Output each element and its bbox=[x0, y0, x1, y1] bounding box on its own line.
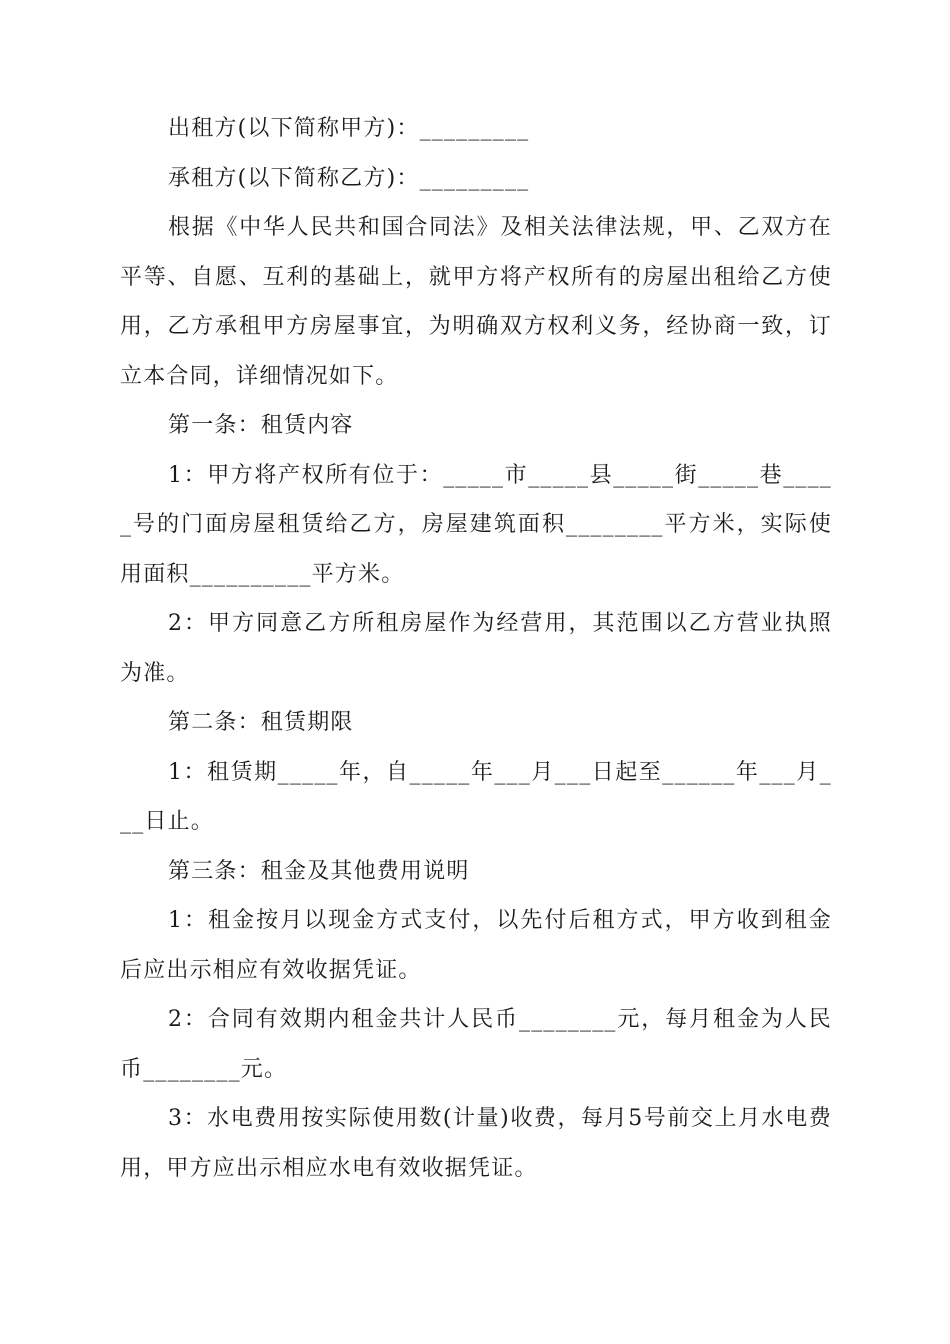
article-1-clause-2: 2：甲方同意乙方所租房屋作为经营用，其范围以乙方营业执照为准。 bbox=[120, 611, 832, 686]
article-1-heading: 第一条：租赁内容 bbox=[168, 413, 354, 438]
article-2-clause-1: 1：租赁期_____年，自_____年___月___日起至______年___月___日止。 bbox=[120, 759, 832, 834]
article-3-clause-3: 3：水电费用按实际使用数(计量)收费，每月5号前交上月水电费用，甲方应出示相应水电有效收据凭证。 bbox=[120, 1106, 832, 1181]
article-3-heading: 第三条：租金及其他费用说明 bbox=[168, 858, 470, 884]
article-3-clause-1: 1：租金按月以现金方式支付，以先付后租方式，甲方收到租金后应出示相应有效收据凭证。 bbox=[120, 908, 832, 983]
preamble-paragraph: 根据《中华人民共和国合同法》及相关法律法规，甲、乙双方在平等、自愿、互利的基础上，就甲方将产权所有的房屋出租给乙方使用，乙方承租甲方房屋事宜，为明确双方权利义务，经协商一致，订立本合同，详细情况如下。 bbox=[120, 215, 832, 389]
lessor-line: 出租方(以下简称甲方)：_________ bbox=[168, 116, 530, 141]
contract-page bbox=[120, 104, 832, 1193]
article-3-clause-2: 2：合同有效期内租金共计人民币________元，每月租金为人民币________元。 bbox=[120, 1007, 832, 1082]
article-2-heading: 第二条：租赁期限 bbox=[168, 710, 354, 735]
lessee-line: 承租方(以下简称乙方)：_________ bbox=[168, 165, 530, 191]
article-1-clause-1: 1：甲方将产权所有位于：_____市_____县_____街_____巷_____号的门面房屋租赁给乙方，房屋建筑面积________平方米，实际使用面积__________平方米。 bbox=[120, 462, 832, 587]
